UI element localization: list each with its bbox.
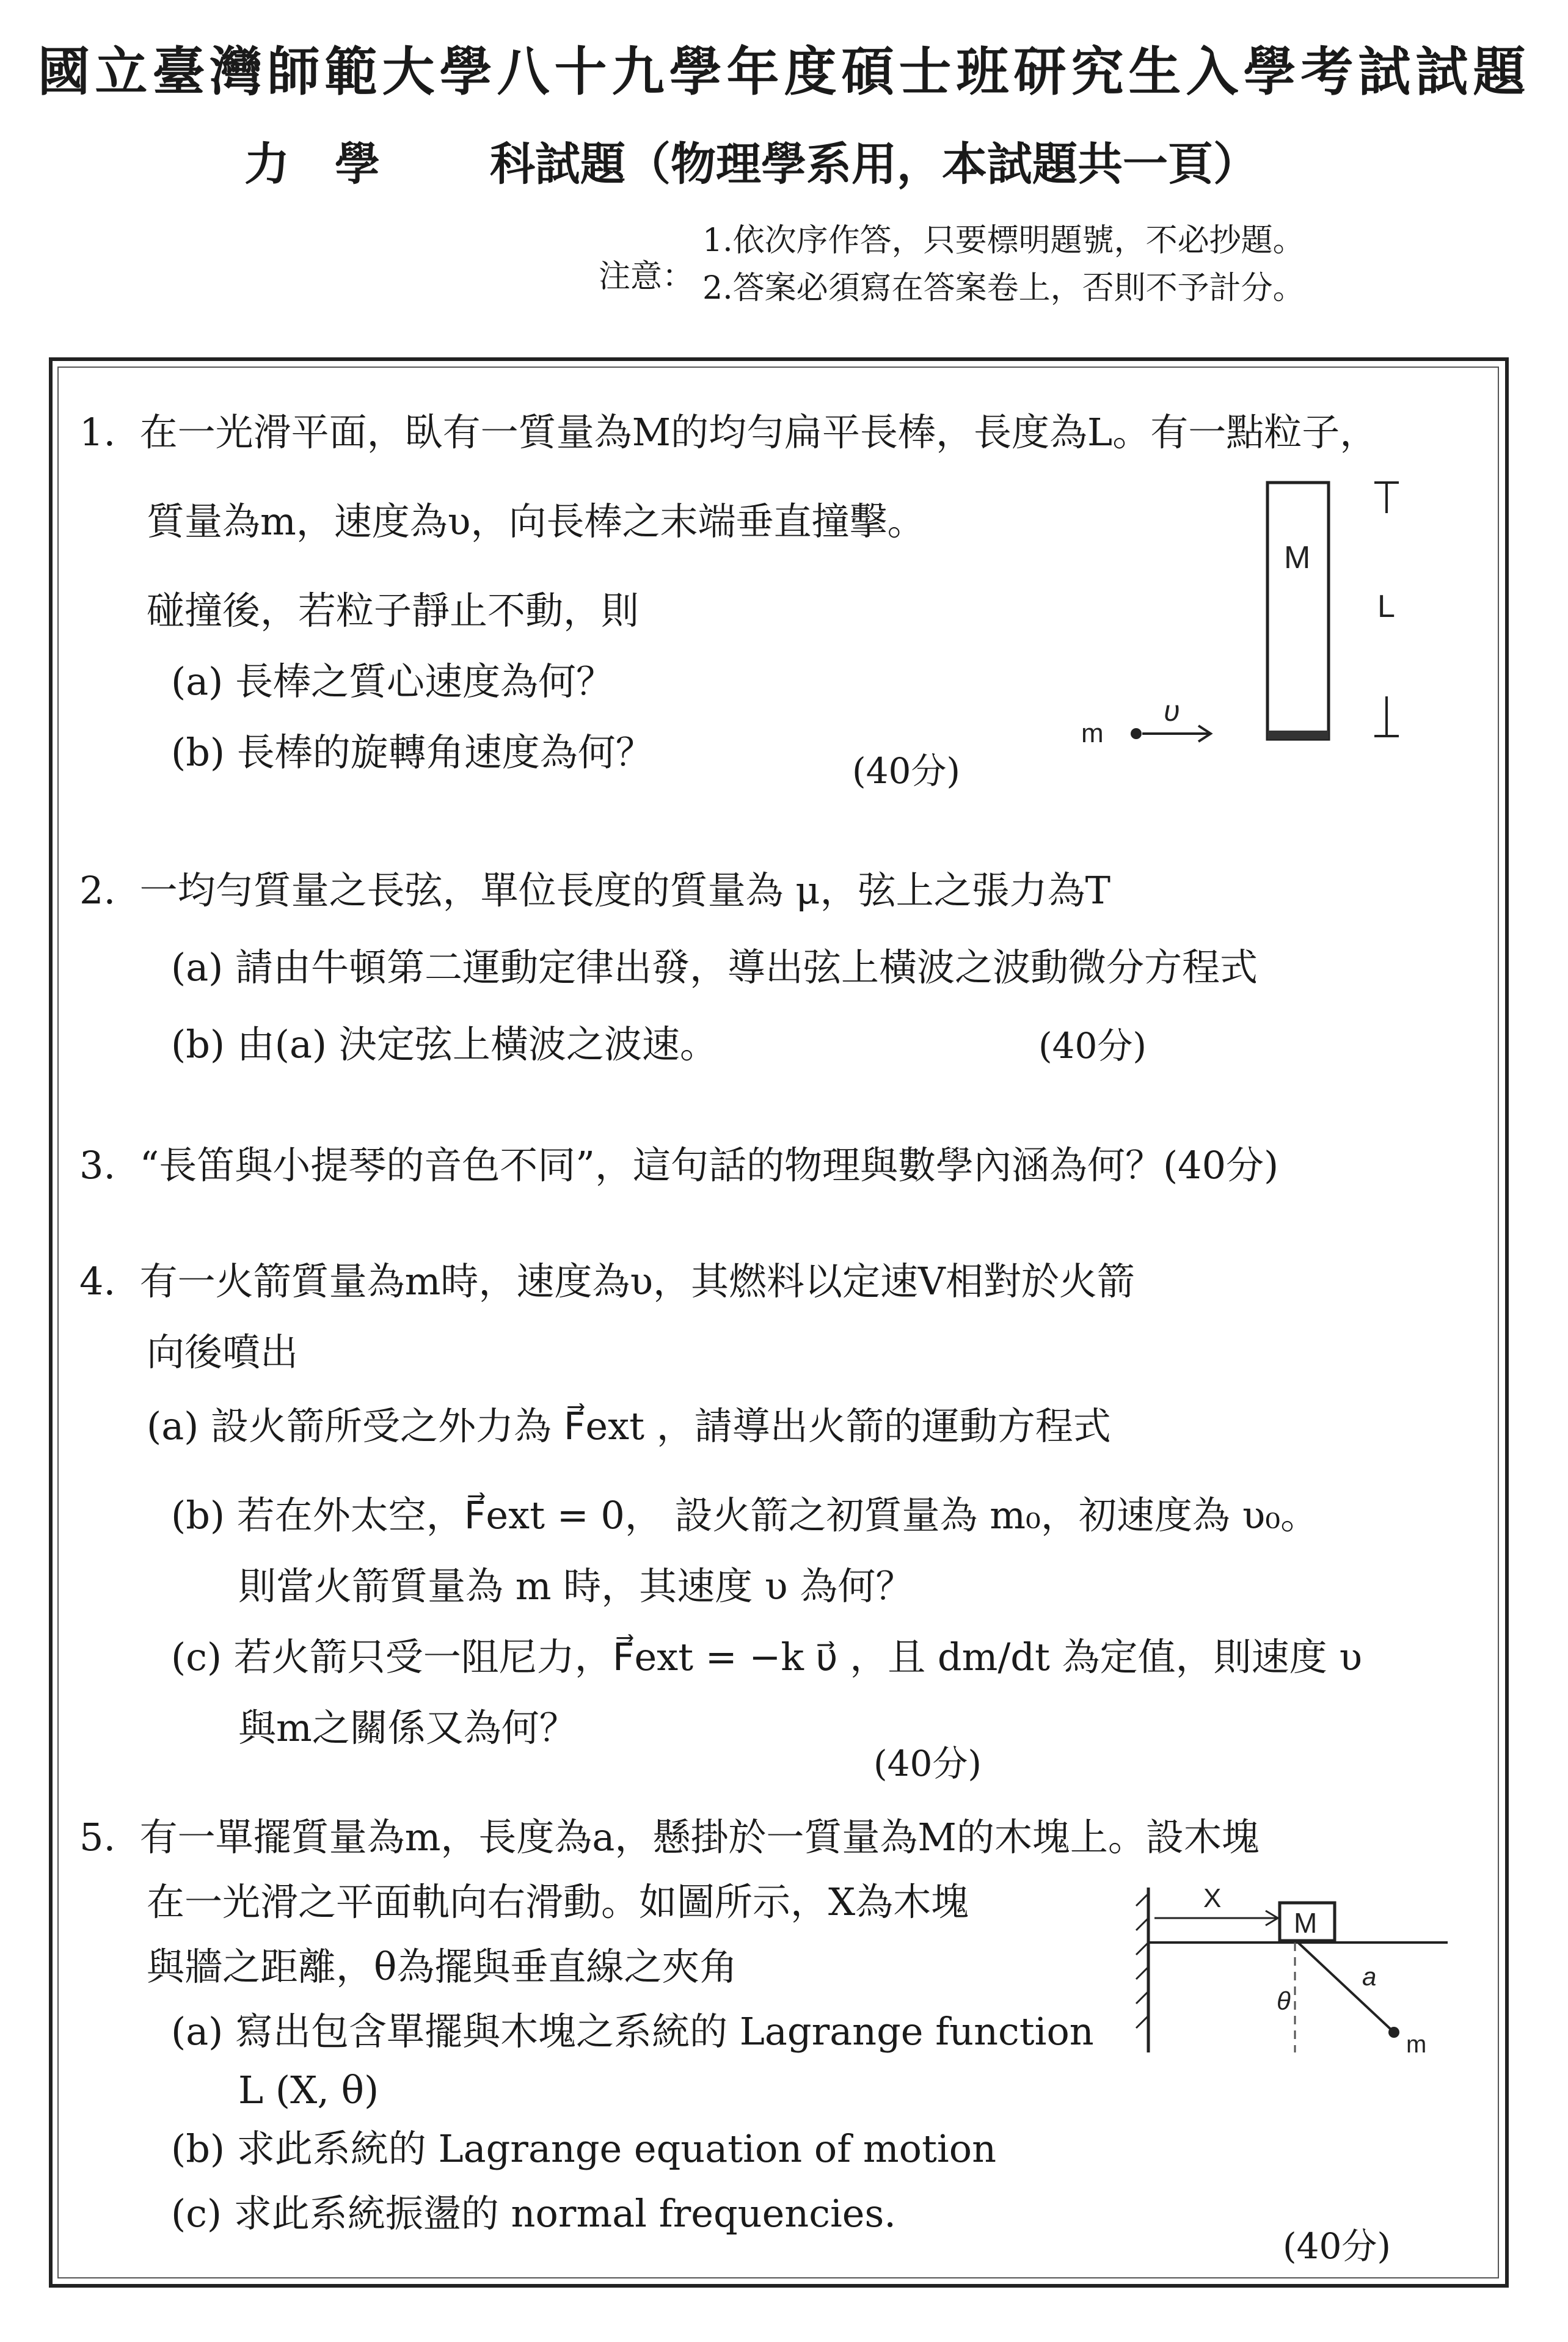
distance-label: X bbox=[1203, 1883, 1222, 1913]
q5-part-a-2: L (X, θ) bbox=[238, 2068, 379, 2112]
q4-part-c-1: (c) 若火箭只受一阻尼力，F⃗ext = −k υ⃗ ，且 dm/dt 為定值，則速度 υ bbox=[171, 1635, 1363, 1679]
pendulum-bob bbox=[1388, 2027, 1399, 2038]
angle-label: θ bbox=[1277, 1986, 1291, 2015]
subject-name: 力 學 bbox=[244, 138, 380, 191]
q5-line-2: 在一光滑之平面軌向右滑動。如圖所示，X為木塊 bbox=[147, 1880, 969, 1924]
particle-dot bbox=[1131, 728, 1142, 739]
q5-part-c: (c) 求此系統振盪的 normal frequencies. bbox=[171, 2191, 896, 2236]
q5-number: 5. bbox=[79, 1815, 116, 1859]
q5-line-3: 與牆之距離，θ為擺與垂直線之夾角 bbox=[147, 1944, 738, 1989]
q4-part-b-2: 則當火箭質量為 m 時，其速度 υ 為何？ bbox=[238, 1564, 914, 1608]
pendulum-rod bbox=[1298, 1943, 1393, 2031]
q1-line-2: 質量為m，速度為υ，向長棒之末端垂直撞擊。 bbox=[147, 499, 925, 544]
question-4 bbox=[79, 1252, 1362, 1757]
q2-score: (40分) bbox=[1038, 1025, 1147, 1067]
q2-part-b: (b) 由(a) 決定弦上橫波之波速。 bbox=[171, 1022, 718, 1067]
q4-part-a: (a) 設火箭所受之外力為 F⃗ext ，請導出火箭的運動方程式 bbox=[147, 1404, 1111, 1448]
exam-subtitle bbox=[244, 128, 1258, 193]
rod-end-mark bbox=[1267, 731, 1329, 739]
subject-suffix: 科試題（物理學系用，本試題共一頁） bbox=[490, 138, 1258, 191]
q2-number: 2. bbox=[79, 868, 116, 913]
q1-part-a: (a) 長棒之質心速度為何？ bbox=[171, 659, 614, 704]
q5-part-b: (b) 求此系統的 Lagrange equation of motion bbox=[171, 2126, 997, 2171]
q4-part-c-2: 與m之關係又為何？ bbox=[238, 1705, 577, 1750]
notice-label: 注意： bbox=[599, 258, 695, 295]
q4-score: (40分) bbox=[873, 1743, 982, 1784]
q1-line-1: 在一光滑平面，臥有一質量為M的均勻扁平長棒，長度為L。有一點粒子， bbox=[139, 410, 1378, 454]
particle-label: m bbox=[1081, 718, 1104, 748]
q2-part-a: (a) 請由牛頓第二運動定律出發，導出弦上橫波之波動微分方程式 bbox=[171, 945, 1258, 990]
q4-part-b-1: (b) 若在外太空，F⃗ext = 0， 設火箭之初質量為 m₀，初速度為 υ₀。 bbox=[171, 1493, 1319, 1538]
q1-number: 1. bbox=[79, 410, 116, 454]
velocity-label: υ bbox=[1164, 695, 1180, 728]
notice-item-1: 1.依次序作答，只要標明題號，不必抄題。 bbox=[702, 222, 1305, 259]
q5-pendulum-diagram bbox=[1130, 1857, 1460, 2065]
question-3 bbox=[79, 1136, 1278, 1195]
q5-line-1: 有一單擺質量為m，長度為a，懸掛於一質量為M的木塊上。設木塊 bbox=[139, 1815, 1260, 1859]
notice-item-2: 2.答案必須寫在答案卷上，否則不予計分。 bbox=[702, 270, 1305, 307]
q3-line-1: “長笛與小提琴的音色不同”，這句話的物理與數學內涵為何？(40分) bbox=[139, 1143, 1279, 1187]
q1-line-3: 碰撞後，若粒子靜止不動，則 bbox=[147, 588, 640, 633]
rod-mass-label: M bbox=[1284, 540, 1311, 575]
q4-line-1: 有一火箭質量為m時，速度為υ，其燃料以定速V相對於火箭 bbox=[139, 1259, 1135, 1304]
q3-number: 3. bbox=[79, 1143, 116, 1187]
length-label: a bbox=[1362, 1962, 1377, 1991]
q1-part-b: (b) 長棒的旋轉角速度為何？ bbox=[171, 730, 654, 775]
bob-mass-label: m bbox=[1406, 2031, 1427, 2058]
q5-score: (40分) bbox=[1283, 2225, 1391, 2267]
q2-line-1: 一均勻質量之長弦，單位長度的質量為 μ，弦上之張力為T bbox=[139, 868, 1110, 913]
q4-number: 4. bbox=[79, 1259, 116, 1304]
notice-list bbox=[702, 217, 1305, 312]
q5-part-a-1: (a) 寫出包含單擺與木塊之系統的 Lagrange function bbox=[171, 2009, 1094, 2054]
q1-score: (40分) bbox=[852, 750, 961, 792]
rod-length-label: L bbox=[1377, 589, 1395, 624]
rod-shape bbox=[1267, 483, 1329, 739]
q1-rod-diagram bbox=[1063, 464, 1417, 757]
exam-title: 國立臺灣師範大學八十九學年度碩士班研究生入學考試試題 bbox=[37, 41, 1531, 103]
question-5 bbox=[79, 1808, 1260, 2243]
block-mass-label: M bbox=[1294, 1907, 1318, 1939]
q4-line-2: 向後噴出 bbox=[147, 1330, 299, 1374]
